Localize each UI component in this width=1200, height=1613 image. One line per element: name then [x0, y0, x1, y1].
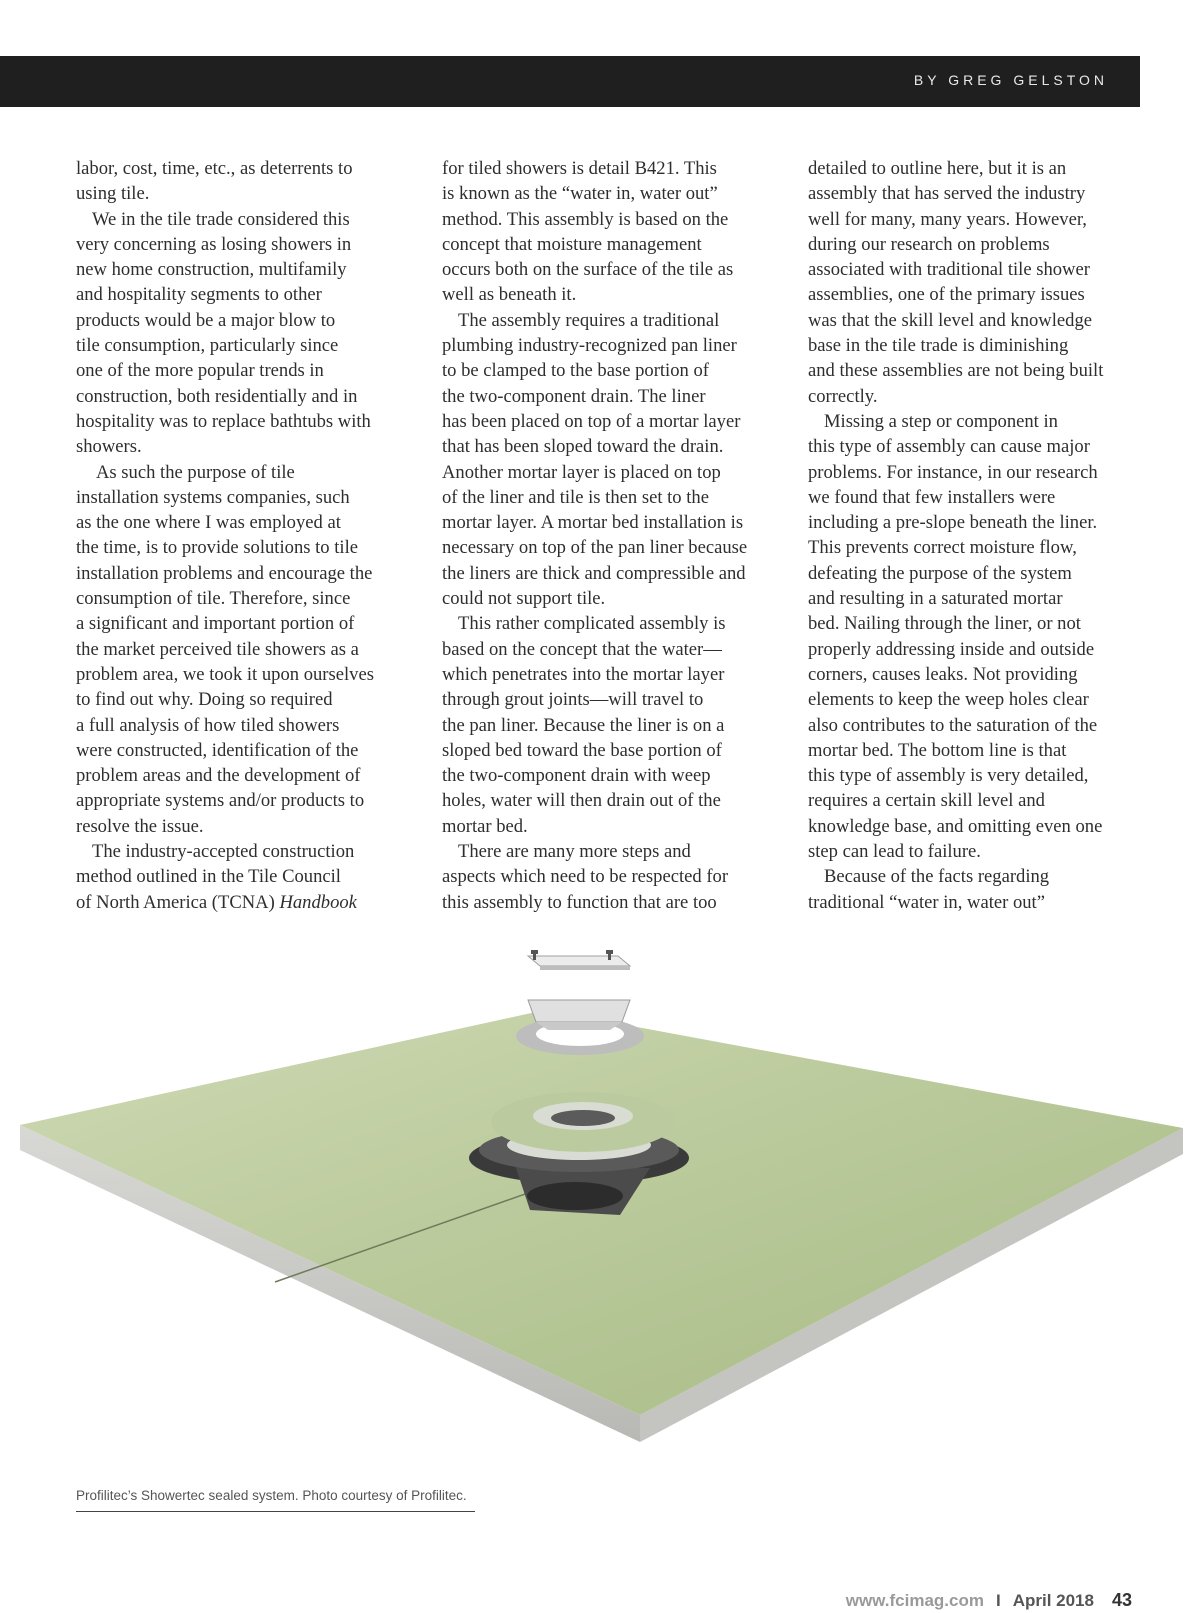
text-line: were constructed, identification of the [76, 739, 359, 761]
article-column-3 [808, 156, 1148, 915]
text-line: this type of assembly is very detailed, [808, 765, 1089, 787]
text-line: the market perceived tile showers as a [76, 638, 359, 660]
text-line: The industry-accepted construction [92, 841, 355, 863]
text-line: new home construction, multifamily [76, 259, 347, 281]
text-line: this assembly to function that are too [442, 891, 717, 913]
text-line: also contributes to the saturation of the [808, 714, 1098, 736]
text-line: concept that moisture management [442, 233, 702, 255]
text-line: This rather complicated assembly is [458, 613, 726, 635]
text-line: for tiled showers is detail B421. This [442, 158, 717, 179]
text-line: using tile. [76, 183, 150, 205]
text-line: problem area, we took it upon ourselves [76, 663, 374, 685]
site-url[interactable]: www.fcimag.com [845, 1591, 984, 1610]
text-line: method. This assembly is based on the [442, 208, 729, 230]
text-line: defeating the purpose of the system [808, 562, 1072, 584]
text-line: showers. [76, 436, 142, 458]
text-line: very concerning as losing showers in [76, 233, 352, 255]
text-line: through grout joints—will travel to [442, 689, 704, 711]
issue-date: April 2018 [1012, 1591, 1094, 1610]
text-line: the pan liner. Because the liner is on a [442, 714, 725, 736]
text-line: We in the tile trade considered this [92, 208, 350, 230]
text-line: the liners are thick and compressible and [442, 562, 746, 584]
text-line: that has been sloped toward the drain. [442, 436, 724, 458]
text-line: traditional “water in, water out” [808, 891, 1045, 913]
text-line: plumbing industry-recognized pan liner [442, 335, 737, 357]
text-line: aspects which need to be respected for [442, 866, 729, 888]
text-line: a full analysis of how tiled showers [76, 714, 340, 736]
text-line: holes, water will then drain out of the [442, 790, 721, 812]
text-line: during our research on problems [808, 233, 1050, 255]
text-line: knowledge base, and omitting even one [808, 815, 1103, 837]
text-line: This prevents correct moisture flow, [808, 537, 1077, 559]
text-line: installation problems and encourage the [76, 562, 373, 584]
text-line: The assembly requires a traditional [458, 309, 720, 331]
text-line: hospitality was to replace bathtubs with [76, 410, 371, 432]
text-line: the two-component drain. The liner [442, 385, 706, 407]
photo-caption: Profilitec’s Showertec sealed system. Photo courtesy of Profilitec. [76, 1488, 475, 1512]
header-bar [0, 56, 1140, 107]
text-line: one of the more popular trends in [76, 360, 324, 382]
text-line: elements to keep the weep holes clear [808, 689, 1089, 711]
text-line: we found that few installers were [808, 486, 1056, 508]
text-line: products would be a major blow to [76, 309, 336, 331]
article-body [76, 156, 1136, 916]
text-line: a significant and important portion of [76, 613, 355, 635]
text-line: base in the tile trade is diminishing [808, 335, 1069, 357]
text-line: and hospitality segments to other [76, 284, 322, 306]
text-line: Missing a step or component in [824, 410, 1058, 432]
text-line: requires a certain skill level and [808, 790, 1045, 812]
text-fragment: of North America (TCNA) [76, 891, 280, 913]
text-line: assemblies, one of the primary issues [808, 284, 1085, 306]
text-line: Another mortar layer is placed on top [442, 461, 721, 483]
text-line: mortar bed. The bottom line is that [808, 739, 1067, 761]
text-line: including a pre-slope beneath the liner. [808, 512, 1098, 534]
text-line: mortar bed. [442, 815, 528, 837]
text-line [76, 890, 416, 915]
text-line: sloped bed toward the base portion of [442, 739, 722, 761]
text-line: corners, causes leaks. Not providing [808, 663, 1078, 685]
text-line: problems. For instance, in our research [808, 461, 1098, 483]
page-number: 43 [1111, 1590, 1132, 1610]
text-line: was that the skill level and knowledge [808, 309, 1092, 331]
text-line: mortar layer. A mortar bed installation is [442, 512, 744, 534]
text-line: Because of the facts regarding [824, 866, 1050, 888]
footer-separator: I [995, 1591, 1001, 1610]
text-line: properly addressing inside and outside [808, 638, 1095, 660]
text-line: necessary on top of the pan liner because [442, 537, 748, 559]
page-footer [846, 1590, 1132, 1611]
text-line: step can lead to failure. [808, 841, 981, 863]
text-line: detailed to outline here, but it is an [808, 158, 1067, 179]
text-line: well as beneath it. [442, 284, 577, 306]
text-line: consumption of tile. Therefore, since [76, 588, 351, 610]
text-line: which penetrates into the mortar layer [442, 663, 725, 685]
text-line: problem areas and the development of [76, 765, 361, 787]
drain-grate [528, 956, 630, 1030]
text-line: of the liner and tile is then set to the [442, 486, 709, 508]
text-line: labor, cost, time, etc., as deterrents to [76, 158, 353, 179]
text-line: installation systems companies, such [76, 486, 350, 508]
article-column-2 [442, 156, 782, 915]
text-line: and resulting in a saturated mortar [808, 588, 1063, 610]
text-line: associated with traditional tile shower [808, 259, 1090, 281]
text-line: well for many, many years. However, [808, 208, 1087, 230]
text-line: tile consumption, particularly since [76, 335, 339, 357]
text-line: appropriate systems and/or products to [76, 790, 365, 812]
text-line: this type of assembly can cause major [808, 436, 1090, 458]
text-line: bed. Nailing through the liner, or not [808, 613, 1081, 635]
shower-system-photo [0, 950, 1200, 1450]
text-line: the two-component drain with weep [442, 765, 711, 787]
text-line: As such the purpose of tile [96, 461, 295, 483]
text-line: resolve the issue. [76, 815, 204, 837]
text-line: correctly. [808, 385, 878, 407]
text-line: to find out why. Doing so required [76, 689, 333, 711]
text-line: construction, both residentially and in [76, 385, 358, 407]
handbook-italic: Handbook [279, 891, 357, 913]
text-line: assembly that has served the industry [808, 183, 1086, 205]
article-column-1 [76, 156, 416, 915]
text-line: method outlined in the Tile Council [76, 866, 341, 888]
text-line: is known as the “water in, water out” [442, 183, 718, 205]
text-line: as the one where I was employed at [76, 512, 341, 534]
text-line: and these assemblies are not being built [808, 360, 1104, 382]
text-line: based on the concept that the water— [442, 638, 722, 660]
text-line: There are many more steps and [458, 841, 691, 863]
text-line: could not support tile. [442, 588, 606, 610]
liner-disc [491, 1092, 675, 1152]
byline: BY GREG GELSTON [913, 72, 1108, 88]
text-line: to be clamped to the base portion of [442, 360, 709, 382]
text-line: has been placed on top of a mortar layer [442, 410, 741, 432]
text-line: the time, is to provide solutions to tile [76, 537, 358, 559]
text-line: occurs both on the surface of the tile as [442, 259, 734, 281]
